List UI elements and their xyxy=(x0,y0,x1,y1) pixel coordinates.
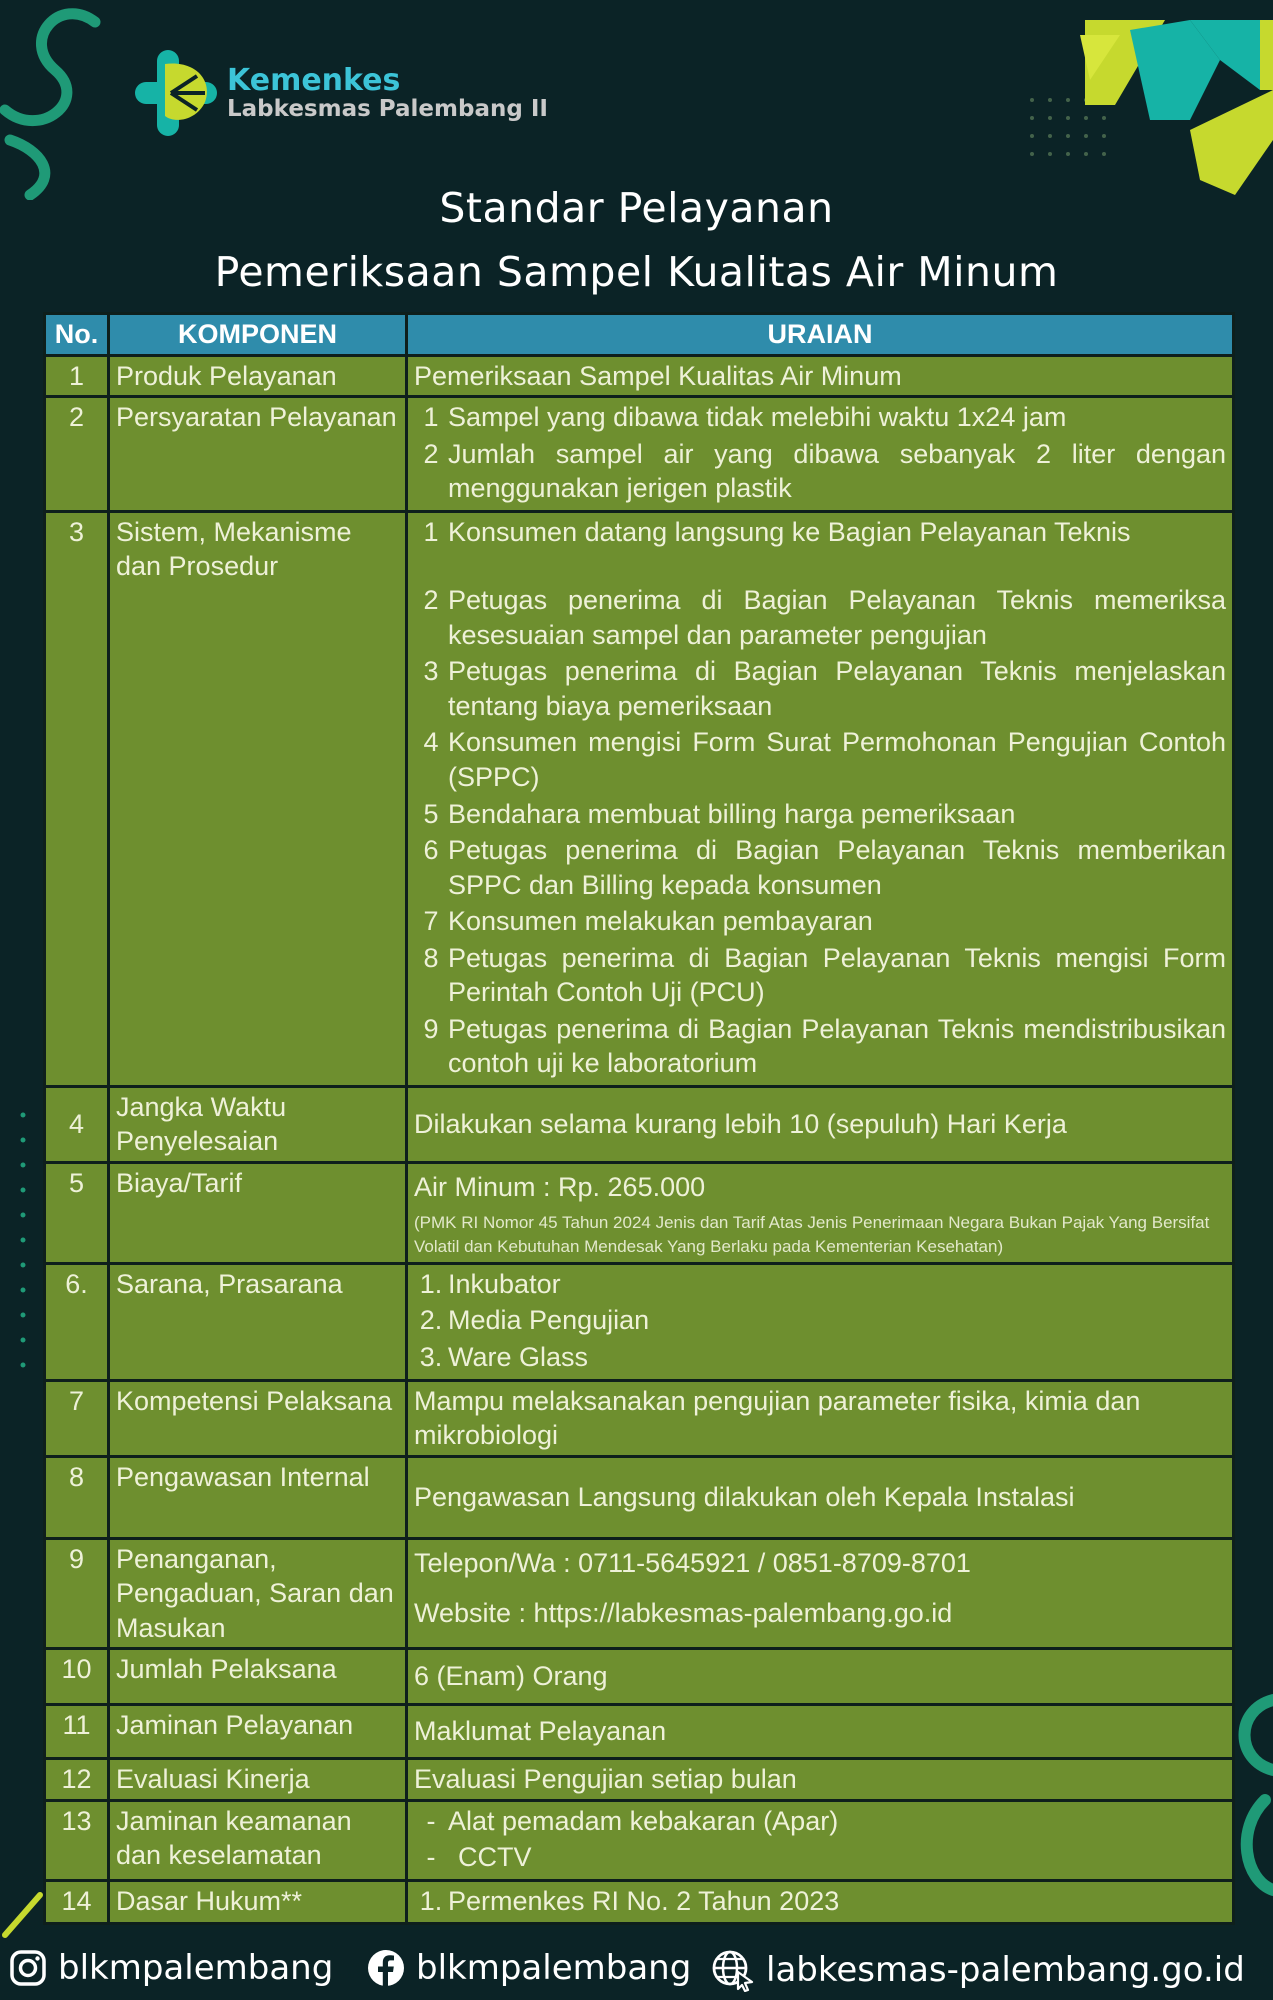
list-number: 1 xyxy=(423,516,439,547)
table-row xyxy=(45,1538,1234,1649)
contact-website: Website : https://labkesmas-palembang.go.id xyxy=(414,1598,953,1629)
footer-social-bar xyxy=(0,1940,1273,2000)
row-komponen: Biaya/Tarif xyxy=(109,1163,407,1264)
list-number: 5 xyxy=(423,798,439,829)
row-number: 2 xyxy=(45,397,109,512)
row-uraian xyxy=(407,1880,1234,1924)
list-number: 3 xyxy=(423,656,439,687)
list-text: Konsumen mengisi Form Surat Permohonan Pengujian Contoh (SPPC) xyxy=(448,727,1226,793)
list-text: Ware Glass xyxy=(448,1341,589,1372)
website-url: labkesmas-palembang.go.id xyxy=(766,1950,1245,1990)
top-right-logo-shapes-decoration xyxy=(1020,0,1273,210)
tariff-legal-note: (PMK RI Nomor 45 Tahun 2024 Jenis dan Tarif Atas Jenis Penerimaan Negara Bukan Pajak Yang Bersifat Volatil dan Kebutuhan Mendesak Yang Berlaku pada Kementerian Kesehatan) xyxy=(414,1212,1210,1257)
row-number: 6. xyxy=(45,1263,109,1380)
list-number: 1. xyxy=(419,1268,443,1299)
row-number: 8 xyxy=(45,1456,109,1538)
row-uraian: 6 (Enam) Orang xyxy=(407,1649,1234,1705)
page-title-line-1: Standar Pelayanan xyxy=(439,184,834,232)
list-item xyxy=(414,1884,1226,1919)
list-text: Petugas penerima di Bagian Pelayanan Teknis memeriksa kesesuaian sampel dan parameter pengujian xyxy=(448,585,1226,650)
row-komponen: Jaminan keamanan dan keselamatan xyxy=(109,1800,407,1880)
row-komponen: Kompetensi Pelaksana xyxy=(109,1380,407,1456)
row-komponen: Sistem, Mekanisme dan Prosedur xyxy=(109,511,407,1086)
list-text: Sampel yang dibawa tidak melebihi waktu 1x24 jam xyxy=(448,402,1067,433)
list-item xyxy=(414,725,1226,794)
brand-subtitle: Labkesmas Palembang II xyxy=(227,95,548,122)
table-row xyxy=(45,397,1234,512)
list-number: 1 xyxy=(423,402,439,433)
list-number: 2 xyxy=(423,585,439,616)
table-header-row xyxy=(45,314,1234,356)
row-number: 9 xyxy=(45,1538,109,1649)
list-item xyxy=(414,1267,1226,1302)
table-row xyxy=(45,1456,1234,1538)
row-number: 13 xyxy=(45,1800,109,1880)
list-text: Media Pengujian xyxy=(448,1305,650,1336)
row-number: 4 xyxy=(45,1086,109,1162)
list-number: 6 xyxy=(423,835,439,866)
list-text: Konsumen datang langsung ke Bagian Pelayanan Teknis xyxy=(448,516,1131,547)
table-row xyxy=(45,1263,1234,1380)
list-item xyxy=(414,833,1226,902)
facebook-handle: blkmpalembang xyxy=(416,1948,692,1988)
globe-cursor-icon xyxy=(710,1948,756,1992)
row-komponen: Sarana, Prasarana xyxy=(109,1263,407,1380)
row-komponen: Jaminan Pelayanan xyxy=(109,1705,407,1759)
row-uraian xyxy=(407,1538,1234,1649)
list-item xyxy=(414,437,1226,506)
contact-phone: Telepon/Wa : 0711-5645921 / 0851-8709-8701 xyxy=(414,1547,971,1578)
list-item xyxy=(414,797,1226,832)
list-number: 7 xyxy=(423,906,439,937)
table-row xyxy=(45,1380,1234,1456)
list-text: Jumlah sampel air yang dibawa sebanyak 2 liter dengan menggunakan jerigen plastik xyxy=(448,438,1226,504)
list-item xyxy=(414,1303,1226,1338)
left-dotted-line-decoration xyxy=(18,1110,28,1370)
tariff-value: Air Minum : Rp. 265.000 xyxy=(414,1172,706,1203)
row-number: 1 xyxy=(45,355,109,397)
row-komponen: Jumlah Pelaksana xyxy=(109,1649,407,1705)
list-text: CCTV xyxy=(458,1842,532,1873)
instagram-link[interactable] xyxy=(8,1948,333,1988)
row-uraian: Mampu melaksanakan pengujian parameter fisika, kimia dan mikrobiologi xyxy=(407,1380,1234,1456)
row-uraian xyxy=(407,1263,1234,1380)
row-komponen: Persyaratan Pelayanan xyxy=(109,397,407,512)
list-number: 9 xyxy=(423,1013,439,1044)
instagram-icon xyxy=(8,1948,48,1988)
list-number: 1. xyxy=(419,1885,443,1916)
row-komponen: Penanganan, Pengaduan, Saran dan Masukan xyxy=(109,1538,407,1649)
row-uraian: Pengawasan Langsung dilakukan oleh Kepala Instalasi xyxy=(407,1456,1234,1538)
list-item xyxy=(414,941,1226,1010)
list-text: Bendahara membuat billing harga pemeriksaan xyxy=(448,798,1016,829)
list-bullet: - xyxy=(426,1805,436,1836)
row-uraian: Evaluasi Pengujian setiap bulan xyxy=(407,1759,1234,1801)
list-text: Permenkes RI No. 2 Tahun 2023 xyxy=(448,1885,840,1916)
row-uraian: Dilakukan selama kurang lebih 10 (sepuluh) Hari Kerja xyxy=(407,1086,1234,1162)
row-uraian xyxy=(407,1163,1234,1264)
kemenkes-logo xyxy=(135,50,548,136)
row-number: 11 xyxy=(45,1705,109,1759)
header-uraian: URAIAN xyxy=(407,314,1234,356)
page-title-line-2: Pemeriksaan Sampel Kualitas Air Minum xyxy=(214,248,1059,296)
kemenkes-emblem-icon xyxy=(135,50,217,136)
table-row xyxy=(45,1759,1234,1801)
list-text: Alat pemadam kebakaran (Apar) xyxy=(448,1805,839,1836)
list-number: 2 xyxy=(423,438,439,469)
instagram-handle: blkmpalembang xyxy=(58,1948,334,1988)
row-uraian: Maklumat Pelayanan xyxy=(407,1705,1234,1759)
row-number: 14 xyxy=(45,1880,109,1924)
header-komponen: KOMPONEN xyxy=(109,314,407,356)
list-item xyxy=(414,1340,1226,1375)
row-komponen: Jangka Waktu Penyelesaian xyxy=(109,1086,407,1162)
list-text: Inkubator xyxy=(448,1268,561,1299)
list-number: 8 xyxy=(423,942,439,973)
row-uraian xyxy=(407,511,1234,1086)
website-link[interactable] xyxy=(710,1948,1245,1992)
list-item xyxy=(414,654,1226,723)
list-item xyxy=(414,1804,1226,1839)
list-item xyxy=(414,904,1226,939)
row-komponen: Evaluasi Kinerja xyxy=(109,1759,407,1801)
list-bullet: - xyxy=(426,1842,436,1873)
table-row xyxy=(45,1086,1234,1162)
top-left-swirl-decoration xyxy=(0,0,130,200)
table-row xyxy=(45,1163,1234,1264)
row-number: 10 xyxy=(45,1649,109,1705)
table-row xyxy=(45,355,1234,397)
list-number: 3. xyxy=(419,1341,443,1372)
header-no: No. xyxy=(45,314,109,356)
list-text: Konsumen melakukan pembayaran xyxy=(448,906,873,937)
row-number: 5 xyxy=(45,1163,109,1264)
facebook-icon xyxy=(366,1948,406,1988)
list-item xyxy=(414,400,1226,435)
list-text: Petugas penerima di Bagian Pelayanan Teknis menjelaskan tentang biaya pemeriksaan xyxy=(448,656,1226,721)
row-uraian xyxy=(407,1800,1234,1880)
row-komponen: Produk Pelayanan xyxy=(109,355,407,397)
facebook-link[interactable] xyxy=(366,1948,691,1988)
list-item xyxy=(414,1840,1226,1875)
list-item xyxy=(414,1012,1226,1081)
list-text: Petugas penerima di Bagian Pelayanan Teknis memberikan SPPC dan Billing kepada konsumen xyxy=(448,835,1226,900)
brand-name: Kemenkes xyxy=(227,63,401,99)
table-row xyxy=(45,1880,1234,1924)
row-uraian: Pemeriksaan Sampel Kualitas Air Minum xyxy=(407,355,1234,397)
row-komponen: Dasar Hukum** xyxy=(109,1880,407,1924)
list-item xyxy=(414,515,1226,550)
service-standard-table xyxy=(43,312,1235,1925)
row-number: 7 xyxy=(45,1380,109,1456)
table-row xyxy=(45,511,1234,1086)
row-number: 3 xyxy=(45,511,109,1086)
row-komponen: Pengawasan Internal xyxy=(109,1456,407,1538)
list-item xyxy=(414,583,1226,652)
list-text: Petugas penerima di Bagian Pelayanan Teknis mendistribusikan contoh uji ke laboratorium xyxy=(448,1013,1226,1079)
table-row xyxy=(45,1705,1234,1759)
row-uraian xyxy=(407,397,1234,512)
row-number: 12 xyxy=(45,1759,109,1801)
list-number: 2. xyxy=(419,1305,443,1336)
list-text: Petugas penerima di Bagian Pelayanan Teknis mengisi Form Perintah Contoh Uji (PCU) xyxy=(448,942,1226,1008)
table-row xyxy=(45,1800,1234,1880)
list-number: 4 xyxy=(423,727,439,758)
table-row xyxy=(45,1649,1234,1705)
